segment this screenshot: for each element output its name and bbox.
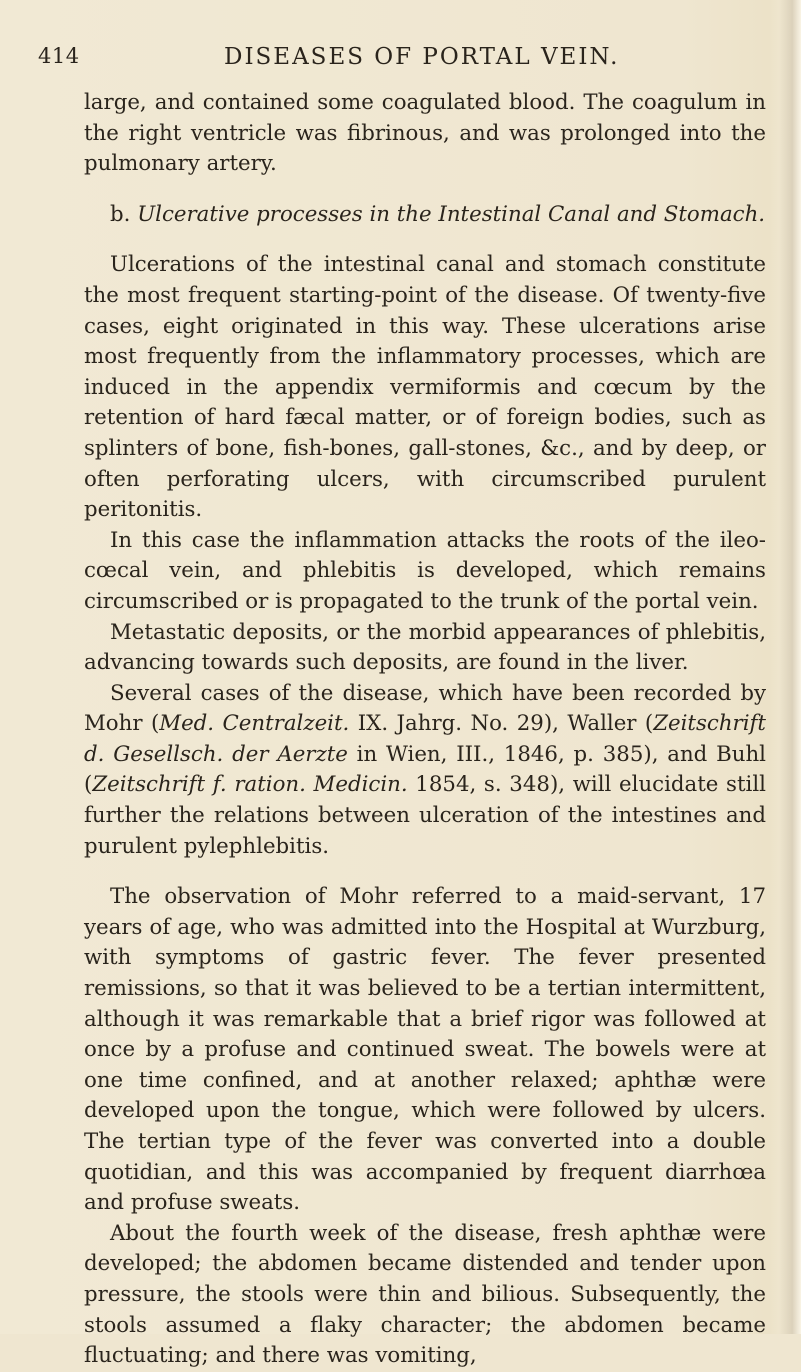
- paragraph: The observation of Mohr referred to a maid-servant, 17 years of age, who was admitted into the Hospital at Wurzburg, with symptoms of gastric fever. The fever presented remissions, so that it was believed to be a tertian intermittent, although it was remarkable that a brief rigor was followed at once by a profuse and continued sweat. The bowels were at one time confined, and at another relaxed; aphthæ were developed upon the tongue, which were followed by ulcers. The tertian type of the fever was converted into a double quotidian, and this was accompanied by frequent diarrhœa and profuse sweats.: [84, 884, 766, 1216]
- paragraph-continuation: large, and contained some coagulated blood. The coagulum in the right ventricle was fibrinous, and was prolonged into the pulmonary artery.: [84, 90, 766, 177]
- body-text: [84, 88, 766, 1372]
- citation-text: in Wien, III., 1846, p. 385), and Buhl (: [84, 741, 766, 798]
- page-number: 414: [38, 44, 80, 68]
- citation-text: IX. Jahrg. No. 29), Waller (: [349, 711, 654, 737]
- section-heading: [84, 200, 766, 231]
- citation-journal: Med. Centralzeit.: [159, 711, 350, 737]
- citation-journal: Zeitschrift d. Gesellsch. der Aerzte: [84, 711, 766, 767]
- section-label: b.: [110, 201, 131, 227]
- paragraph: Metastatic deposits, or the morbid appearances of phlebitis, advancing towards such deposits, are found in the liver.: [84, 619, 766, 676]
- running-head: DISEASES OF PORTAL VEIN.: [224, 44, 620, 70]
- page-header: [38, 44, 758, 84]
- paragraph-citations: [84, 679, 766, 863]
- citation-text: Several cases of the disease, which have been recorded by Mohr (: [84, 680, 766, 737]
- citation-journal: Zeitschrift f. ration. Medicin.: [92, 772, 408, 798]
- page-edge-shadow: [779, 0, 801, 1334]
- paragraph: Ulcerations of the intestinal canal and stomach constitute the most frequent starting-point of the disease. Of twenty-five cases, eight originated in this way. These ulcerations arise most frequently from the inflammatory processes, which are induced in the appendix vermiformis and cœcum by the retention of hard fæcal matter, or of foreign bodies, such as splinters of bone, fish-bones, gall-stones, &c., and by deep, or often perforating ulcers, with circumscribed purulent peritonitis.: [84, 252, 766, 523]
- paragraph: About the fourth week of the disease, fresh aphthæ were developed; the abdomen became distended and tender upon pressure, the stools were thin and bilious. Subsequently, the stools assumed a flaky character; the abdomen became fluctuating; and there was vomiting,: [84, 1220, 766, 1369]
- citation-text: 1854, s. 348), will elucidate still further the relations between ulceration of the intestines and purulent pylephlebitis.: [84, 772, 766, 859]
- section-title: Ulcerative processes in the Intestinal Canal and Stomach.: [137, 201, 766, 227]
- paragraph: In this case the inflammation attacks the roots of the ileo-cœcal vein, and phlebitis is developed, which remains circumscribed or is propagated to the trunk of the portal vein.: [84, 527, 766, 614]
